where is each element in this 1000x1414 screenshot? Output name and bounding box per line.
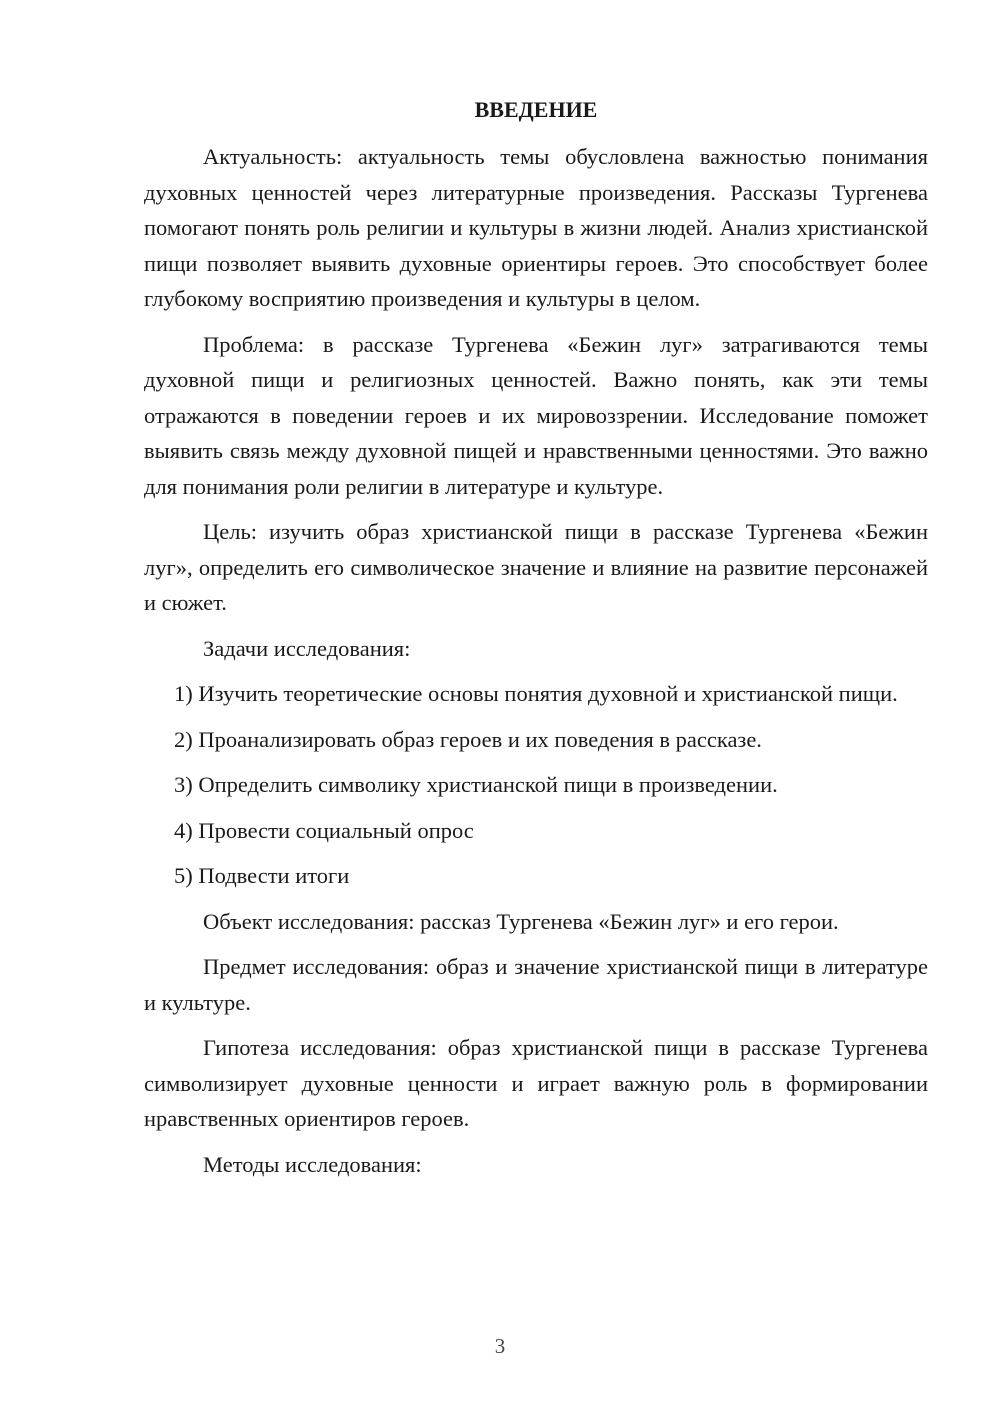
paragraph-relevance: Актуальность: актуальность темы обусловлена важностью понимания духовных ценностей через литературные произведения. Рассказы Тургенева помогают понять роль религии и культуры в жизни людей. Анализ христианской пищи позволяет выявить духовные ориентиры героев. Это способствует более глубокому восприятию произведения и культуры в целом. <box>144 144 928 311</box>
task-item: 5) Подвести итоги <box>174 863 350 888</box>
task-item: 4) Провести социальный опрос <box>174 817 474 843</box>
tasks-heading: Задачи исследования: <box>203 635 411 661</box>
document-page <box>144 96 928 1192</box>
paragraph-problem: Проблема: в рассказе Тургенева «Бежин луг» затрагиваются темы духовной пищи и религиозных ценностей. Важно понять, как эти темы отражаются в поведении героев и их мировоззрении. Исследование поможет выявить связь между духовной пищей и нравственными ценностями. Это важно для понимания роли религии в литературе и культуре. <box>144 331 928 499</box>
task-item: 3) Определить символику христианской пищи в произведении. <box>174 772 778 797</box>
page-number: 3 <box>494 1334 506 1358</box>
paragraph-hypothesis: Гипотеза исследования: образ христианской пищи в рассказе Тургенева символизирует духовные ценности и играет важную роль в формировании нравственных ориентиров героев. <box>144 1035 928 1131</box>
paragraph-methods: Методы исследования: <box>203 1151 422 1177</box>
paragraph-goal: Цель: изучить образ христианской пищи в рассказе Тургенева «Бежин луг», определить его символическое значение и влияние на развитие персонажей и сюжет. <box>144 519 928 615</box>
paragraph-subject: Предмет исследования: образ и значение христианской пищи в литературе и культуре. <box>144 954 928 1015</box>
paragraph-object: Объект исследования: рассказ Тургенева «Бежин луг» и его герои. <box>203 908 839 934</box>
task-item: 1) Изучить теоретические основы понятия духовной и христианской пищи. <box>174 681 898 706</box>
section-title: ВВЕДЕНИЕ <box>474 97 598 122</box>
task-item: 2) Проанализировать образ героев и их поведения в рассказе. <box>174 726 762 752</box>
